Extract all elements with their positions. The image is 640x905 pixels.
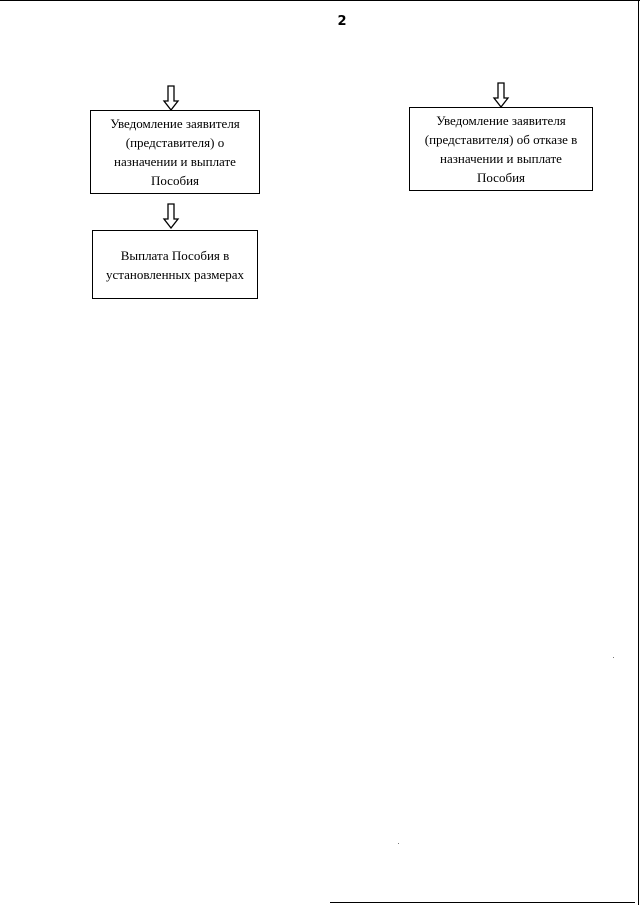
page-border-top xyxy=(0,0,640,1)
scan-speck xyxy=(613,657,614,658)
node-notify-refuse xyxy=(409,107,593,191)
page-number: 2 xyxy=(337,14,347,29)
page-border-bottom xyxy=(330,902,635,903)
node-notify-refuse-text: Уведомление заявителя (представителя) об отказе в назначении и выплате Пособия xyxy=(424,113,578,185)
node-notify-approve xyxy=(90,110,260,194)
arrow-down-icon xyxy=(162,85,180,111)
page-border-right xyxy=(638,0,639,905)
node-notify-approve-text: Уведомление заявителя (представителя) о назначении и выплате Пособия xyxy=(110,116,240,188)
node-payment xyxy=(92,230,258,299)
arrow-down-icon xyxy=(162,203,180,229)
arrow-down-icon xyxy=(492,82,510,108)
node-payment-text: Выплата Пособия в установленных размерах xyxy=(106,247,244,282)
scan-speck xyxy=(398,843,399,844)
